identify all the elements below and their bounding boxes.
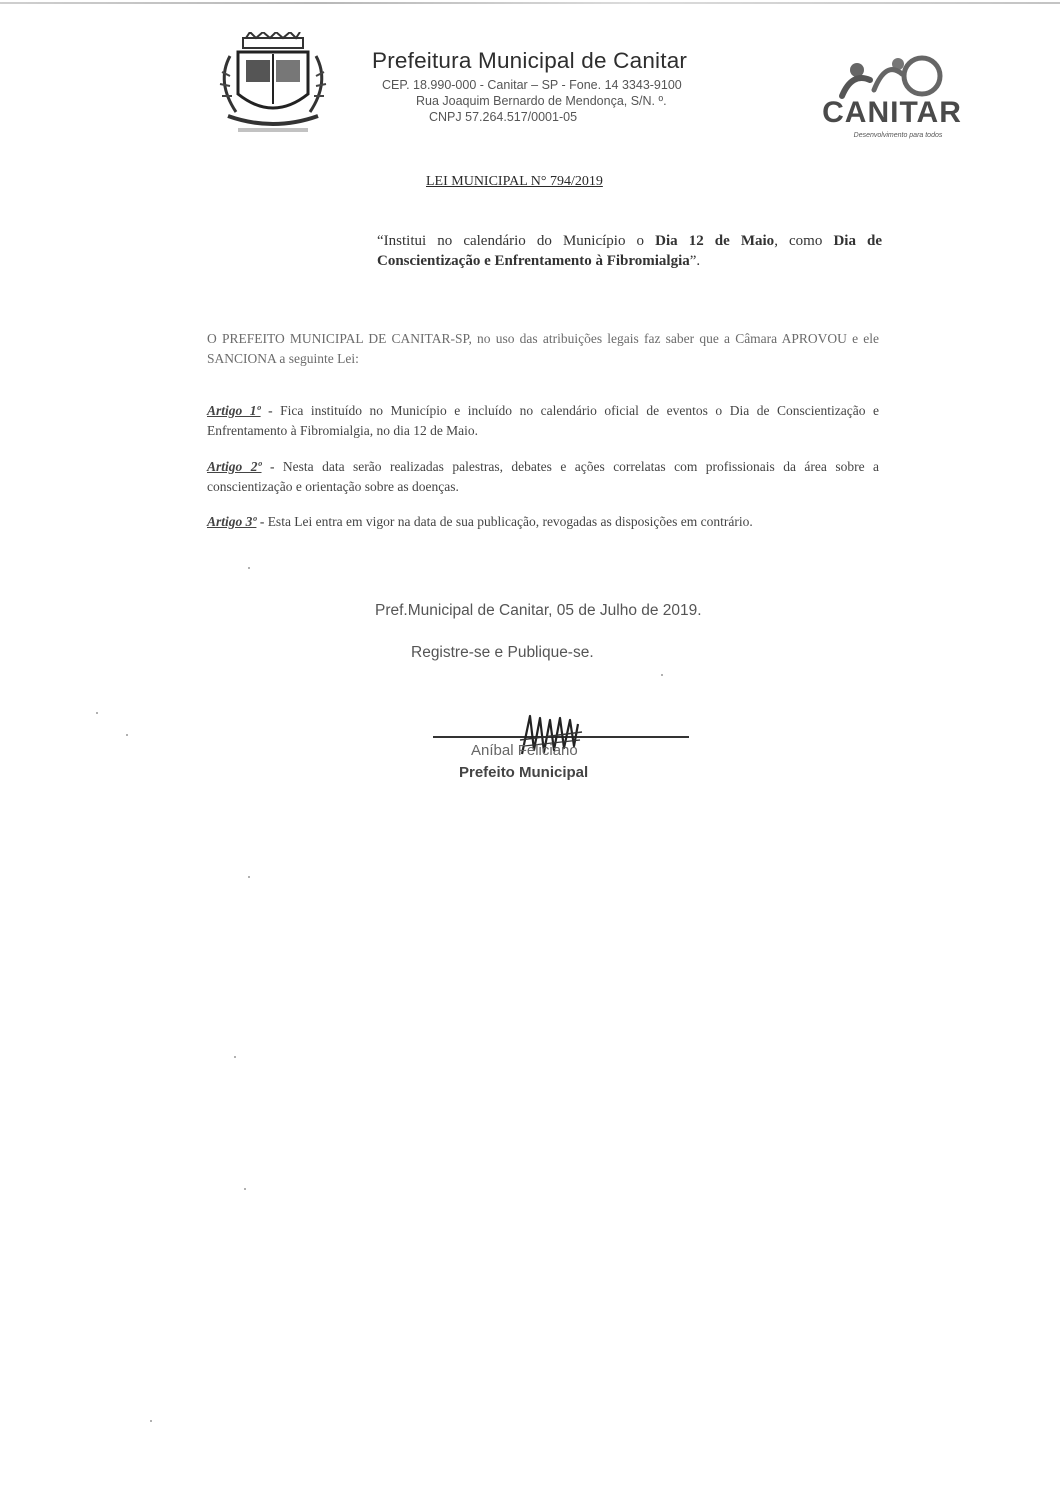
article-2 xyxy=(207,457,879,497)
summary-prefix: “Institui no calendário do Município o xyxy=(377,233,656,249)
logo-wordmark: CANITAR xyxy=(822,96,962,129)
scan-speck xyxy=(661,674,663,676)
canitar-logo-icon xyxy=(812,50,972,100)
signer-name: Aníbal Feliciano xyxy=(471,742,578,759)
letterhead-cnpj: CNPJ 57.264.517/0001-05 xyxy=(429,110,578,124)
scan-speck xyxy=(234,1056,236,1058)
signer-role: Prefeito Municipal xyxy=(459,764,589,781)
article-1 xyxy=(207,401,879,441)
scan-speck xyxy=(126,734,128,736)
place-and-date: Pref.Municipal de Canitar, 05 de Julho de 2019. xyxy=(375,602,702,619)
summary-day-name: Dia de Conscientização e Enfrentamento à Fibromialgia xyxy=(377,233,883,269)
scan-speck xyxy=(248,876,250,878)
coat-of-arms-icon xyxy=(208,32,338,142)
register-publish-note: Registre-se e Publique-se. xyxy=(411,644,594,661)
article-dash: - xyxy=(256,514,268,529)
letterhead-street: Rua Joaquim Bernardo de Mendonça, S/N. º. xyxy=(416,94,667,108)
article-dash: - xyxy=(260,403,281,418)
scan-speck xyxy=(248,567,250,569)
scan-edge-line xyxy=(0,2,1060,4)
letterhead-address-phone: CEP. 18.990-000 - Canitar – SP - Fone. 14 3343-9100 xyxy=(382,78,682,92)
article-label: Artigo 1º xyxy=(207,403,261,418)
summary-date: Dia 12 de Maio xyxy=(655,233,775,249)
article-label: Artigo 2º xyxy=(207,459,262,474)
logo-tagline: Desenvolvimento para todos xyxy=(853,132,943,139)
article-text: Nesta data serão realizadas palestras, debates e ações correlatas com profissionais da área sobre a conscientização e orientação sobre as doenças. xyxy=(207,459,880,494)
article-dash: - xyxy=(261,459,283,474)
article-text: Fica instituído no Município e incluído no calendário oficial de eventos o Dia de Conscientização e Enfrentamento à Fibromialgia, no dia 12 de Maio. xyxy=(207,403,879,438)
article-text: Esta Lei entra em vigor na data de sua publicação, revogadas as disposições em contrário. xyxy=(267,514,753,529)
preamble: O PREFEITO MUNICIPAL DE CANITAR-SP, no uso das atribuições legais faz saber que a Câmara APROVOU e ele SANCIONA a seguinte Lei: xyxy=(207,331,879,366)
summary-suffix: ”. xyxy=(689,253,701,269)
article-3 xyxy=(207,512,879,532)
scan-speck xyxy=(244,1188,246,1190)
scan-speck xyxy=(150,1420,152,1422)
law-title: LEI MUNICIPAL N° 794/2019 xyxy=(426,174,603,189)
letterhead-title: Prefeitura Municipal de Canitar xyxy=(372,48,688,73)
article-label: Artigo 3º xyxy=(207,514,257,529)
canitar-logo xyxy=(812,50,972,150)
summary-middle: , como xyxy=(774,233,834,249)
letterhead xyxy=(372,48,792,125)
law-summary xyxy=(377,231,882,271)
scan-speck xyxy=(96,712,98,714)
